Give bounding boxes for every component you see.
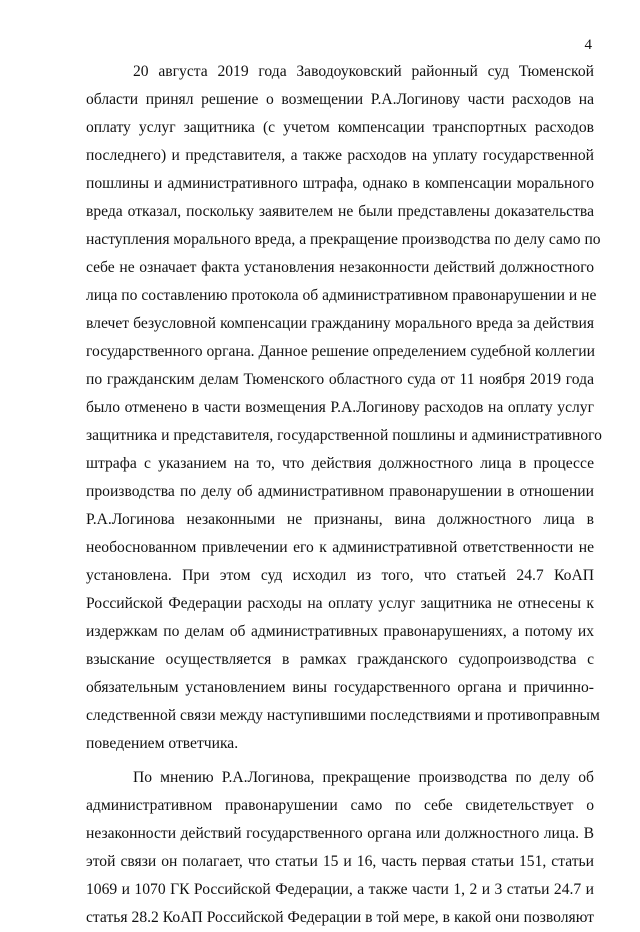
text-line: себе не означает факта установления незаконности действий должностного <box>86 259 594 276</box>
paragraph-1 <box>86 58 602 758</box>
text-line: влечет безусловной компенсации гражданину морального вреда за действия <box>86 315 594 332</box>
text-line: оплату услуг защитника (с учетом компенсации транспортных расходов <box>86 119 594 136</box>
text-line: следственной связи между наступившими последствиями и противоправным <box>86 707 600 724</box>
body-text <box>86 58 602 932</box>
text-line: производства по делу об административном правонарушении в отношении <box>86 483 594 500</box>
text-line: административном правонарушении само по себе свидетельствует о <box>86 797 594 814</box>
text-line: Р.А.Логинова незаконными не признаны, вина должностного лица в <box>86 511 594 528</box>
paragraph-2 <box>86 764 594 932</box>
text-line: пошлины и административного штрафа, однако в компенсации морального <box>86 175 594 192</box>
page-number: 4 <box>584 37 592 53</box>
text-line: штрафа с указанием на то, что действия должностного лица в процессе <box>86 455 594 472</box>
text-line: 1069 и 1070 ГК Российской Федерации, а также части 1, 2 и 3 статьи 24.7 и <box>86 881 594 898</box>
text-line: этой связи он полагает, что статьи 15 и 16, часть первая статьи 151, статьи <box>86 853 594 870</box>
text-line: взыскание осуществляется в рамках гражданского судопроизводства с <box>86 651 594 668</box>
text-line: области принял решение о возмещении Р.А.Логинову части расходов на <box>86 91 594 108</box>
text-line: установлена. При этом суд исходил из того, что статьей 24.7 КоАП <box>86 567 594 584</box>
text-line: государственного органа. Данное решение определением судебной коллегии <box>86 343 595 360</box>
text-line: незаконности действий государственного органа или должностного лица. В <box>86 825 594 842</box>
text-line: по гражданским делам Тюменского областного суда от 11 ноября 2019 года <box>86 371 594 388</box>
text-line: издержкам по делам об административных правонарушениях, а потому их <box>86 623 594 640</box>
text-line: наступления морального вреда, а прекращение производства по делу само по <box>86 231 601 248</box>
text-line: статья 28.2 КоАП Российской Федерации в той мере, в какой они позволяют <box>86 909 594 926</box>
text-line: защитника и представителя, государственной пошлины и административного <box>86 427 602 444</box>
text-line: Российской Федерации расходы на оплату услуг защитника не отнесены к <box>86 595 594 612</box>
text-line: необоснованном привлечении его к административной ответственности не <box>86 539 594 556</box>
text-line: последнего) и представителя, а также расходов на уплату государственной <box>86 147 594 164</box>
text-line: лица по составлению протокола об административном правонарушении и не <box>86 287 597 304</box>
text-line: 20 августа 2019 года Заводоуковский районный суд Тюменской <box>133 63 594 80</box>
text-line: обязательным установлением вины государственного органа и причинно- <box>86 679 594 696</box>
text-line: поведением ответчика. <box>86 735 239 752</box>
text-line: вреда отказал, поскольку заявителем не были представлены доказательства <box>86 203 594 220</box>
text-line: было отменено в части возмещения Р.А.Логинову расходов на оплату услуг <box>86 399 594 416</box>
text-line: По мнению Р.А.Логинова, прекращение производства по делу об <box>133 769 594 786</box>
